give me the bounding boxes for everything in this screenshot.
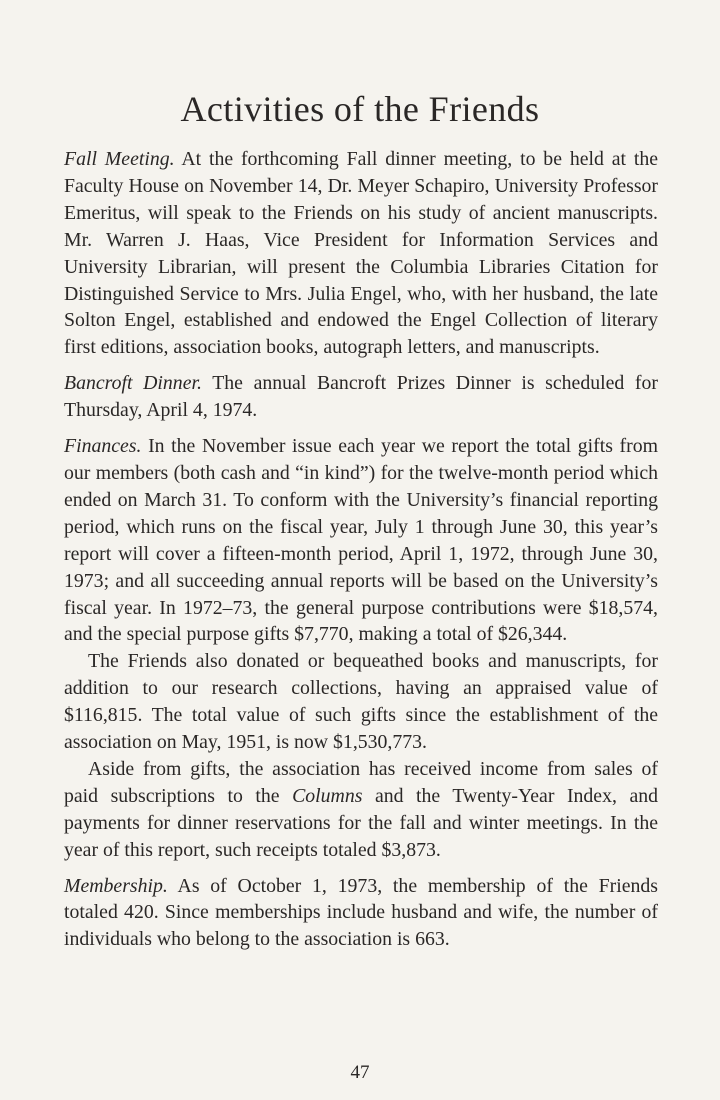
paragraph-text: At the forthcoming Fall dinner meeting, to be held at the Faculty House on November 14, Dr. Meyer Schapiro, University Professor Emeritus, will speak to the Friends on his study of ancient manuscripts. Mr. Warren J. Haas, Vice President for Information Services and University Librarian, will present the Columbia Libraries Citation for Distinguished Service to Mrs. Julia Engel, who, with her husband, the late Solton Engel, established and endowed the Engel Collection of literary first editions, association books, autograph letters, and manuscripts. (64, 148, 659, 359)
article-body (64, 146, 658, 953)
paragraph-income (64, 756, 658, 864)
paragraph-text: The Friends also donated or bequeathed books and manuscripts, for addition to our research collections, having an appraised value of $116,815. The total value of such gifts since the establishment of the association on May, 1951, is now $1,530,773. (64, 650, 658, 754)
run-in-heading: Finances. (64, 435, 142, 458)
paragraph-bancroft-dinner (64, 370, 658, 424)
paragraph-text-before: Aside from gifts, the association has received income from sales of paid subscriptions to the (64, 757, 658, 807)
paragraph-text: As of October 1, 1973, the membership of the Friends totaled 420. Since memberships include husband and wife, the number of individuals who belong to the association is 663. (64, 874, 658, 951)
paragraph-donations (64, 648, 658, 756)
run-in-heading: Bancroft Dinner. (64, 372, 202, 395)
paragraph-text: In the November issue each year we report the total gifts from our members (both cash and “in kind”) for the twelve-month period which ended on March 31. To conform with the University’s financial reporting period, which runs on the fiscal year, July 1 through June 30, this year’s report will cover a fifteen-month period, April 1, 1972, through June 30, 1973; and all succeeding annual reports will be based on the University’s fiscal year. In 1972–73, the general purpose contributions were $18,574, and the special purpose gifts $7,770, making a total of $26,344. (64, 435, 658, 646)
paragraph-finances (64, 433, 658, 648)
run-in-heading: Fall Meeting. (64, 148, 175, 170)
publication-title: Columns (292, 784, 363, 807)
page-title: Activities of the Friends (180, 89, 540, 129)
paragraph-text: The annual Bancroft Prizes Dinner is scheduled for Thursday, April 4, 1974. (64, 372, 658, 422)
paragraph-fall-meeting (64, 146, 658, 361)
paragraph-text-after: and the Twenty-Year Index, and payments for dinner reservations for the fall and winter meetings. In the year of this report, such receipts totaled $3,873. (64, 784, 659, 861)
paragraph-membership (64, 873, 658, 954)
page-number: 47 (350, 1062, 370, 1083)
run-in-heading: Membership. (64, 874, 168, 897)
